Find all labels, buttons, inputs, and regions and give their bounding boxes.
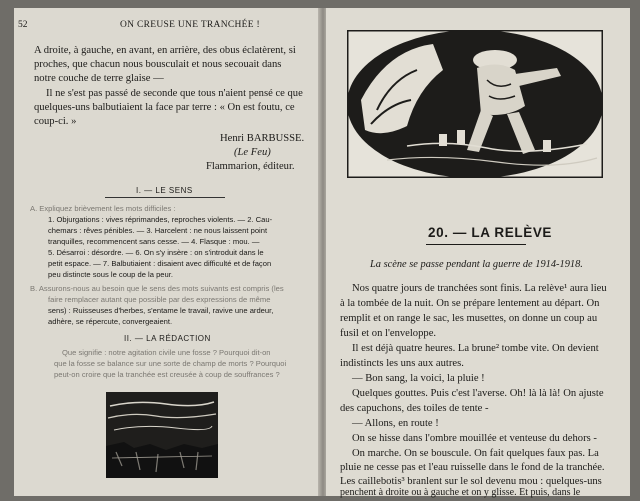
quote-line: Il ne s'est pas passé de seconde que tous n'aient pensé ce que xyxy=(46,88,303,99)
chapter-title: 20. — LA RELÈVE xyxy=(428,225,553,240)
section-heading-sens: I. — LE SENS xyxy=(136,186,193,195)
section-rule xyxy=(105,197,225,198)
page-number: 52 xyxy=(18,20,28,30)
exercise-line: 5. Désarroi : désordre. — 6. On s'y insère : on s'introduit dans le xyxy=(48,248,264,257)
quote-author: Henri BARBUSSE. xyxy=(220,133,305,144)
body-line: remplit et on range le sac, les musettes, on donne un coup au xyxy=(340,313,598,324)
quote-line: notre couche de terre glaise — xyxy=(34,73,164,84)
exercise-line: B. Assurons-nous au besoin que le sens des mots suivants est compris (les xyxy=(30,284,284,293)
body-line: Il est déjà quatre heures. La brune² tombe vite. On devient xyxy=(352,343,599,354)
quote-line: coup-ci. » xyxy=(34,116,77,127)
redaction-line: peut-on croire que la tranchée est creusée à coup de souffrances ? xyxy=(54,370,280,379)
body-line: Nos quatre jours de tranchées sont finis. La relève¹ aura lieu xyxy=(352,283,607,294)
exercise-line: A. Expliquez brièvement les mots difficiles : xyxy=(30,204,176,213)
body-line: — Bon sang, la voici, la pluie ! xyxy=(352,373,485,384)
body-line: des capuchons, des toiles de tente - xyxy=(340,403,489,414)
exercise-line: tranquilles, recommencent sans cesse. — 4. Flasque : mou. — xyxy=(48,237,260,246)
body-line: à la tombée de la nuit. On se prépare lentement au départ. On xyxy=(340,298,600,309)
body-line: Les caillebotis³ branlent sur le sol devenu mou : quelques-uns xyxy=(340,476,602,487)
body-line: indistincts les uns aux autres. xyxy=(340,358,464,369)
body-line: fusil et on l'enveloppe. xyxy=(340,328,437,339)
chapter-subtitle: La scène se passe pendant la guerre de 1914-1918. xyxy=(370,259,583,270)
exercise-line: sens) : Ruisseuses d'herbes, s'entame le travail, ravive une ardeur, xyxy=(48,306,274,315)
section-heading-redaction: II. — LA RÉDACTION xyxy=(124,334,211,343)
body-line: penchent à droite ou à gauche et on y glisse. Et puis, dans le xyxy=(340,487,581,498)
trench-night-illustration xyxy=(106,392,218,478)
redaction-line: Que signifie : notre agitation civile une fosse ? Pourquoi dit-on xyxy=(62,348,271,357)
quote-line: A droite, à gauche, en avant, en arrière, des obus éclatèrent, si xyxy=(34,45,296,56)
exercise-line: peu distincte sous le coup de la peur. xyxy=(48,270,173,279)
exercise-line: adhère, se répercute, convergeaient. xyxy=(48,317,173,326)
soldier-trench-illustration xyxy=(347,30,603,178)
exercise-line: 1. Objurgations : vives réprimandes, reproches violents. — 2. Cau- xyxy=(48,215,273,224)
exercise-line: faire remplacer autant que possible par des expressions de même xyxy=(48,295,271,304)
quote-line: proches, que chacun nous bousculait et nous secouait dans xyxy=(34,59,282,70)
quote-work: (Le Feu) xyxy=(234,147,271,158)
running-title: ON CREUSE UNE TRANCHÉE ! xyxy=(120,20,261,30)
exercise-line: chemars : rêves pénibles. — 3. Harcelent : ne nous laissent point xyxy=(48,226,268,235)
body-line: On se hisse dans l'ombre mouillée et venteuse du dehors - xyxy=(352,433,597,444)
body-line: pluie ne cesse pas et l'eau ruisselle dans le fond de la tranchée. xyxy=(340,462,605,473)
body-line: On marche. On se bouscule. On fait quelques faux pas. La xyxy=(352,448,599,459)
body-line: Quelques gouttes. Puis c'est l'averse. Oh! là là là! On ajuste xyxy=(352,388,604,399)
quote-line: quelques-uns balbutiaient la face par terre : « On est foutu, ce xyxy=(34,102,295,113)
exercise-line: petit espace. — 7. Balbutiaient : disaient avec difficulté et de façon xyxy=(48,259,272,268)
title-rule xyxy=(426,244,526,245)
body-line: — Allons, en route ! xyxy=(352,418,439,429)
quote-publisher: Flammarion, éditeur. xyxy=(206,161,295,172)
redaction-line: que la fosse se balance sur une sorte de champ de morts ? Pourquoi xyxy=(54,359,287,368)
